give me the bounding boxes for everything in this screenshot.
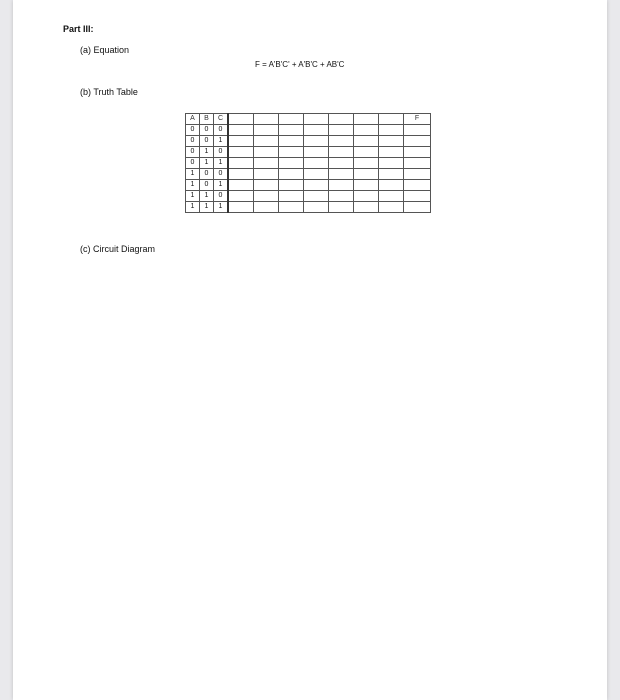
blank-cell <box>228 147 254 158</box>
output-cell <box>404 169 431 180</box>
blank-cell <box>279 136 304 147</box>
input-cell: 0 <box>186 125 200 136</box>
output-cell <box>404 125 431 136</box>
input-cell: 0 <box>186 136 200 147</box>
blank-cell <box>329 147 354 158</box>
blank-cell <box>254 180 279 191</box>
blank-cell <box>254 136 279 147</box>
truth-table-header-row <box>186 114 431 125</box>
blank-cell <box>354 158 379 169</box>
blank-cell <box>379 125 404 136</box>
column-header-c: C <box>214 114 229 125</box>
blank-cell <box>354 202 379 213</box>
blank-cell <box>279 202 304 213</box>
column-header-a: A <box>186 114 200 125</box>
input-cell: 0 <box>200 125 214 136</box>
blank-cell <box>279 125 304 136</box>
column-header-f: F <box>404 114 431 125</box>
blank-cell <box>329 180 354 191</box>
blank-cell <box>379 180 404 191</box>
blank-cell <box>329 114 354 125</box>
blank-cell <box>254 191 279 202</box>
blank-cell <box>279 169 304 180</box>
blank-cell <box>304 169 329 180</box>
input-cell: 1 <box>186 191 200 202</box>
blank-cell <box>354 169 379 180</box>
blank-cell <box>304 202 329 213</box>
blank-cell <box>379 169 404 180</box>
blank-cell <box>329 125 354 136</box>
input-cell: 1 <box>214 158 229 169</box>
blank-cell <box>304 158 329 169</box>
truth-table-row <box>186 136 431 147</box>
blank-cell <box>228 125 254 136</box>
blank-cell <box>279 191 304 202</box>
input-cell: 1 <box>200 147 214 158</box>
blank-cell <box>379 147 404 158</box>
blank-cell <box>379 191 404 202</box>
blank-cell <box>304 136 329 147</box>
blank-cell <box>279 180 304 191</box>
part-title: Part III: <box>63 24 94 34</box>
blank-cell <box>228 202 254 213</box>
input-cell: 0 <box>214 147 229 158</box>
output-cell <box>404 191 431 202</box>
blank-cell <box>304 180 329 191</box>
blank-cell <box>379 202 404 213</box>
blank-cell <box>228 191 254 202</box>
blank-cell <box>254 202 279 213</box>
input-cell: 1 <box>200 191 214 202</box>
blank-cell <box>329 169 354 180</box>
input-cell: 0 <box>186 147 200 158</box>
input-cell: 1 <box>214 202 229 213</box>
blank-cell <box>354 147 379 158</box>
truth-table-row <box>186 169 431 180</box>
input-cell: 1 <box>186 202 200 213</box>
blank-cell <box>279 114 304 125</box>
blank-cell <box>228 180 254 191</box>
blank-cell <box>379 114 404 125</box>
blank-cell <box>354 114 379 125</box>
input-cell: 0 <box>186 158 200 169</box>
blank-cell <box>228 169 254 180</box>
blank-cell <box>304 191 329 202</box>
blank-cell <box>329 202 354 213</box>
blank-cell <box>254 147 279 158</box>
output-cell <box>404 202 431 213</box>
document-page <box>13 0 607 700</box>
blank-cell <box>228 114 254 125</box>
blank-cell <box>254 114 279 125</box>
input-cell: 1 <box>214 180 229 191</box>
blank-cell <box>228 158 254 169</box>
blank-cell <box>279 147 304 158</box>
blank-cell <box>254 125 279 136</box>
blank-cell <box>304 125 329 136</box>
input-cell: 1 <box>214 136 229 147</box>
output-cell <box>404 158 431 169</box>
equation-label: (a) Equation <box>80 45 130 55</box>
input-cell: 0 <box>200 180 214 191</box>
output-cell <box>404 180 431 191</box>
input-cell: 0 <box>214 125 229 136</box>
blank-cell <box>329 158 354 169</box>
truth-table-label: (b) Truth Table <box>80 87 138 97</box>
blank-cell <box>304 114 329 125</box>
blank-cell <box>254 169 279 180</box>
blank-cell <box>354 136 379 147</box>
truth-table-row <box>186 147 431 158</box>
blank-cell <box>354 191 379 202</box>
circuit-diagram-label: (c) Circuit Diagram <box>80 244 156 254</box>
blank-cell <box>254 158 279 169</box>
blank-cell <box>354 125 379 136</box>
truth-table-row <box>186 125 431 136</box>
column-header-b: B <box>200 114 214 125</box>
input-cell: 0 <box>200 136 214 147</box>
blank-cell <box>304 147 329 158</box>
output-cell <box>404 147 431 158</box>
blank-cell <box>329 191 354 202</box>
input-cell: 0 <box>200 169 214 180</box>
truth-table <box>185 113 431 213</box>
output-cell <box>404 136 431 147</box>
blank-cell <box>379 158 404 169</box>
input-cell: 1 <box>186 169 200 180</box>
blank-cell <box>228 136 254 147</box>
truth-table-row <box>186 158 431 169</box>
input-cell: 0 <box>214 191 229 202</box>
input-cell: 0 <box>214 169 229 180</box>
input-cell: 1 <box>186 180 200 191</box>
blank-cell <box>354 180 379 191</box>
truth-table-row <box>186 202 431 213</box>
input-cell: 1 <box>200 202 214 213</box>
truth-table-row <box>186 180 431 191</box>
blank-cell <box>329 136 354 147</box>
boolean-equation: F = A'B'C' + A'B'C + AB'C <box>255 60 345 69</box>
truth-table-row <box>186 191 431 202</box>
input-cell: 1 <box>200 158 214 169</box>
blank-cell <box>279 158 304 169</box>
blank-cell <box>379 136 404 147</box>
